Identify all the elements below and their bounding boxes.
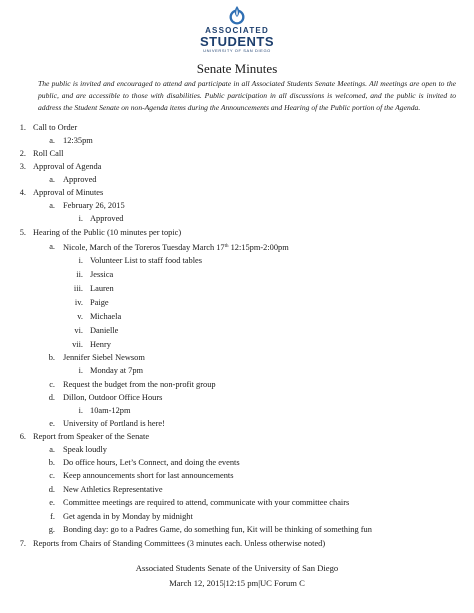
agenda-item-label: Reports from Chairs of Standing Committees (3 minutes each. Unless otherwise noted) xyxy=(33,539,326,548)
agenda-item-number: a. xyxy=(49,201,55,210)
agenda-item-text xyxy=(33,227,181,238)
logo-text-associated: ASSOCIATED xyxy=(205,26,269,35)
agenda-item-text xyxy=(33,122,77,133)
agenda-item-text xyxy=(90,255,202,266)
agenda-item-label: Volunteer List to staff food tables xyxy=(90,256,203,265)
agenda-item-label: Keep announcements short for last announcements xyxy=(63,471,234,480)
logo-text-university: UNIVERSITY OF SAN DIEGO xyxy=(203,48,271,53)
intro-paragraph: The public is invited and encouraged to attend and participate in all Associated Students Senate Meetings. All meetings are open to the public, and are accessible to those with disabilities. Public participation in all discussions is welcomed, and the public is invited to address the Student Senate on non-Agenda items during the Announcements and Hearing of the Public portion of the Agenda. xyxy=(38,79,456,112)
agenda-item-label: Danielle xyxy=(90,326,119,335)
agenda-item-text xyxy=(90,213,124,224)
footer-organization: Associated Students Senate of the University of San Diego xyxy=(135,563,339,573)
agenda-item-number: 4. xyxy=(19,188,26,197)
agenda-item-text xyxy=(63,135,93,146)
agenda-item-number: i. xyxy=(78,256,83,265)
agenda-item-number: g. xyxy=(48,525,55,534)
agenda-item-text xyxy=(33,187,103,198)
agenda-item-text xyxy=(63,511,193,522)
agenda-item-text xyxy=(90,405,130,416)
logo-emblem-icon xyxy=(226,4,248,26)
agenda-item-text xyxy=(63,379,216,390)
agenda-item-label: Michaela xyxy=(90,312,122,321)
agenda-item-number: i. xyxy=(78,406,83,415)
agenda-item-number: a. xyxy=(49,175,55,184)
agenda-item-number: d. xyxy=(48,485,55,494)
agenda-item-label: Request the budget from the non-profit group xyxy=(63,380,216,389)
agenda-item-label: Do office hours, Let’s Connect, and doing the events xyxy=(63,458,240,467)
agenda-item-label: Nicole, March of the Toreros Tuesday March 17 xyxy=(63,243,225,252)
agenda-item-number: 1. xyxy=(19,123,26,132)
agenda-item-number: vi. xyxy=(74,326,83,335)
agenda-item-number: b. xyxy=(48,353,55,362)
agenda-item-number: 5. xyxy=(19,228,26,237)
agenda-item-number: 6. xyxy=(19,432,26,441)
agenda-item-number: 7. xyxy=(19,539,26,548)
agenda-item-text xyxy=(63,418,165,429)
agenda-item-number: v. xyxy=(77,312,83,321)
agenda-item-number: iv. xyxy=(74,298,83,307)
agenda-item-label: February 26, 2015 xyxy=(63,201,125,210)
footer-meeting-info: March 12, 2015|12:15 pm|UC Forum C xyxy=(169,578,305,588)
agenda-item-label: 12:35pm xyxy=(63,136,93,145)
agenda-item-label: Approved xyxy=(63,175,97,184)
agenda-item-label: Speak loudly xyxy=(63,445,107,454)
agenda-item-number: b. xyxy=(48,458,55,467)
agenda-item-number: 3. xyxy=(19,162,26,171)
agenda-item-number: e. xyxy=(49,498,55,507)
agenda-item-text xyxy=(63,497,349,508)
agenda-item-text xyxy=(33,148,63,159)
agenda-item-label: Hearing of the Public (10 minutes per topic) xyxy=(33,228,182,237)
agenda-item-text xyxy=(90,269,113,280)
agenda-item-number: c. xyxy=(49,471,55,480)
agenda-item-label: Approved xyxy=(90,214,124,223)
agenda-item-text xyxy=(63,470,233,481)
agenda-item-label: Get agenda in by Monday by midnight xyxy=(63,512,193,521)
agenda-item-text xyxy=(90,311,121,322)
agenda-item-text xyxy=(63,524,372,535)
agenda-item-label: Jennifer Siebel Newsom xyxy=(63,353,145,362)
agenda-item-number: i. xyxy=(78,214,83,223)
agenda-item-number: d. xyxy=(48,393,55,402)
page-title: Senate Minutes xyxy=(196,61,278,76)
agenda-item-number: vii. xyxy=(72,340,83,349)
agenda-item-text xyxy=(63,444,107,455)
agenda-item-text xyxy=(63,457,240,468)
agenda-item-text xyxy=(63,200,125,211)
agenda-item-number: c. xyxy=(49,380,55,389)
agenda-item-text xyxy=(63,392,162,403)
agenda-item-label: Bonding day: go to a Padres Game, do something fun, Kit will be thinking of something fun xyxy=(63,525,372,534)
agenda-item-text xyxy=(63,241,289,253)
associated-students-logo xyxy=(0,4,474,53)
agenda-item-number: f. xyxy=(50,512,55,521)
agenda-item-number: i. xyxy=(78,366,83,375)
agenda-item-label: Committee meetings are required to attend, communicate with your committee chairs xyxy=(63,498,350,507)
logo-text-students: STUDENTS xyxy=(199,34,275,49)
agenda-item-label: Approval of Minutes xyxy=(33,188,104,197)
agenda-item-number: 2. xyxy=(19,149,26,158)
agenda-item-number: a. xyxy=(49,445,55,454)
agenda-item-text xyxy=(90,283,114,294)
agenda-item-label: Paige xyxy=(90,298,109,307)
agenda-item-label: Lauren xyxy=(90,284,114,293)
agenda-item-text xyxy=(63,484,163,495)
agenda-item-label: Jessica xyxy=(90,270,114,279)
agenda-item-label-suffix: 12:15pm-2:00pm xyxy=(228,243,289,252)
agenda-item-label: Henry xyxy=(90,340,111,349)
agenda-item-label: Approval of Agenda xyxy=(33,162,102,171)
agenda-item-label: Report from Speaker of the Senate xyxy=(33,432,150,441)
agenda-item-text xyxy=(90,297,109,308)
agenda-item-number: iii. xyxy=(73,284,83,293)
agenda-item-text xyxy=(90,365,143,376)
agenda-item-text xyxy=(63,352,145,363)
agenda-item-number: a. xyxy=(49,136,55,145)
agenda-item-text xyxy=(90,325,118,336)
agenda-item-text xyxy=(33,161,101,172)
agenda-item-text xyxy=(90,339,111,350)
agenda-item-label: Dillon, Outdoor Office Hours xyxy=(63,393,163,402)
agenda-item-superscript: th xyxy=(224,244,229,249)
agenda-item-label: University of Portland is here! xyxy=(63,419,165,428)
agenda-item-label: 10am-12pm xyxy=(90,406,131,415)
agenda-item-number: a. xyxy=(49,242,55,251)
agenda-item-label: Roll Call xyxy=(33,149,64,158)
agenda-item-text xyxy=(63,174,97,185)
agenda-item-number: ii. xyxy=(76,270,83,279)
agenda-item-label: Monday at 7pm xyxy=(90,366,144,375)
agenda-item-text xyxy=(33,431,149,442)
agenda-item-label: Call to Order xyxy=(33,123,78,132)
agenda-item-label: New Athletics Representative xyxy=(63,485,163,494)
agenda-item-text xyxy=(33,538,325,549)
agenda-item-number: e. xyxy=(49,419,55,428)
